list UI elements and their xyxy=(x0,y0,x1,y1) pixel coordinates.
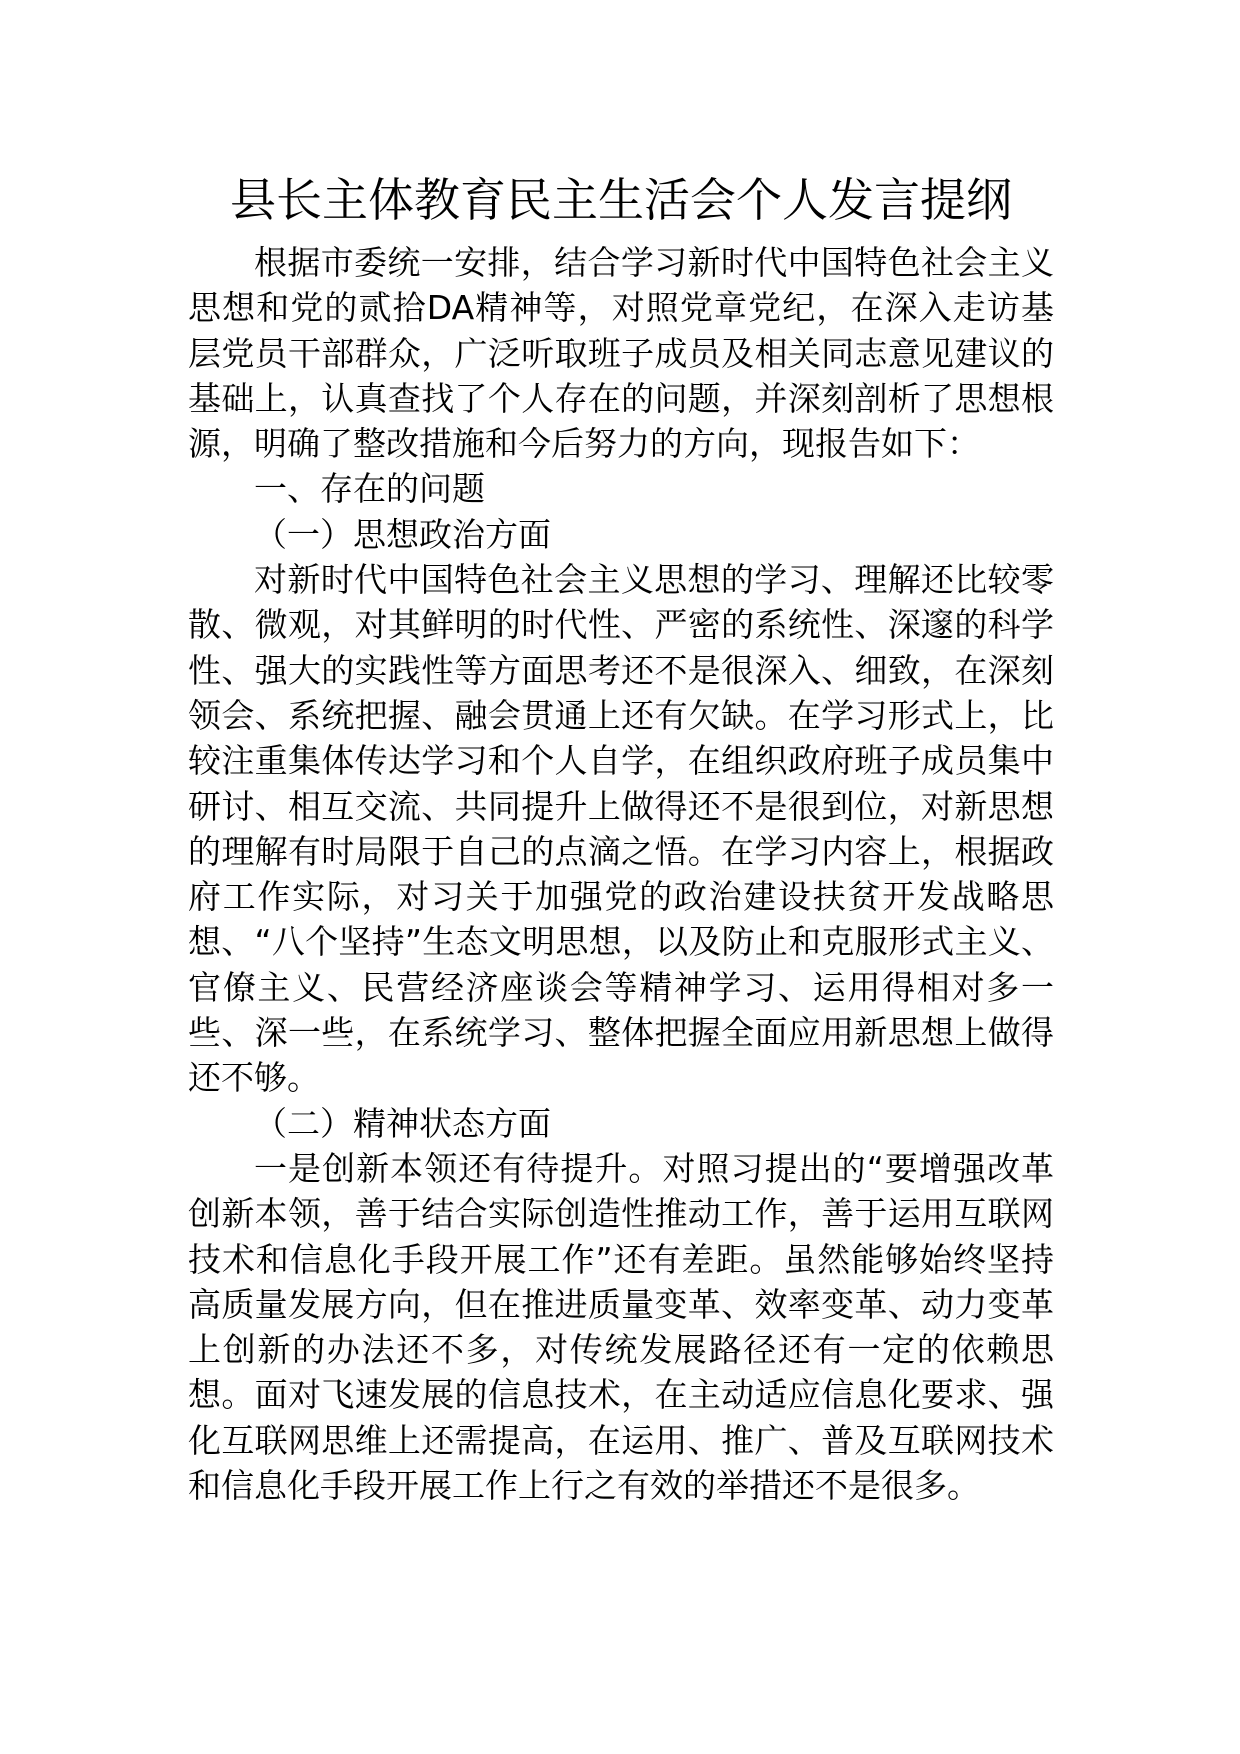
document-title: 县长主体教育民主生活会个人发言提纲 xyxy=(230,173,1012,227)
section-heading-problems: 一、存在的问题 xyxy=(254,469,485,509)
subsection-heading-spirit: （二）精神状态方面 xyxy=(254,1103,551,1143)
document-body xyxy=(188,240,1054,1508)
spirit-paragraph: 一是创新本领还有待提升。对照习提出的“要增强改革创新本领，善于结合实际创造性推动工作，善于运用互联网技术和信息化手段开展工作”还有差距。虽然能够始终坚持高质量发展方向，但在推进质量变革、效率变革、动力变革上创新的办法还不多，对传统发展路径还有一定的依赖思想。面对飞速发展的信息技术，在主动适应信息化要求、强化互联网思维上还需提高，在运用、推广、普及互联网技术和信息化手段开展工作上行之有效的举措还不是很多。 xyxy=(188,1148,1054,1506)
intro-paragraph: 根据市委统一安排，结合学习新时代中国特色社会主义思想和党的贰拾DA精神等，对照党章党纪，在深入走访基层党员干部群众，广泛听取班子成员及相关同志意见建议的基础上，认真查找了个人存在的问题，并深刻剖析了思想根源，明确了整改措施和今后努力的方向，现报告如下： xyxy=(188,243,1054,464)
document-page xyxy=(188,170,1054,1508)
political-paragraph: 对新时代中国特色社会主义思想的学习、理解还比较零散、微观，对其鲜明的时代性、严密的系统性、深邃的科学性、强大的实践性等方面思考还不是很深入、细致，在深刻领会、系统把握、融会贯通上还有欠缺。在学习形式上，比较注重集体传达学习和个人自学，在组织政府班子成员集中研讨、相互交流、共同提升上做得还不是很到位，对新思想的理解有时局限于自己的点滴之悟。在学习内容上，根据政府工作实际，对习关于加强党的政治建设扶贫开发战略思想、“八个坚持”生态文明思想，以及防止和克服形式主义、官僚主义、民营经济座谈会等精神学习、运用得相对多一些、深一些，在系统学习、整体把握全面应用新思想上做得还不够。 xyxy=(188,560,1054,1098)
subsection-heading-political: （一）思想政治方面 xyxy=(254,514,551,554)
